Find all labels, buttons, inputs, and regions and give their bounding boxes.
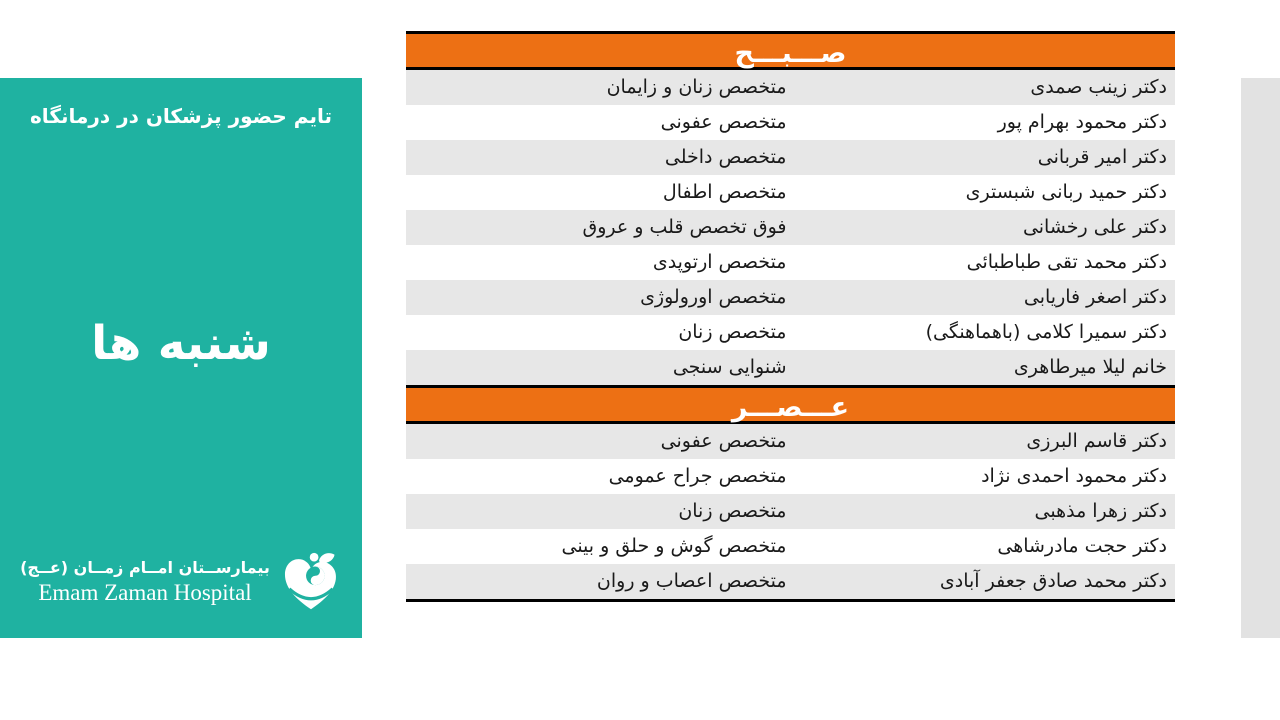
doctor-name-cell: دکتر محمد تقی طباطبائی	[966, 251, 1167, 273]
right-edge-strip	[1241, 78, 1280, 638]
table-row	[406, 105, 1175, 140]
afternoon-rows	[406, 424, 1175, 599]
specialty-cell: متخصص زنان	[678, 500, 787, 522]
doctor-name-cell: دکتر امیر قربانی	[1037, 146, 1167, 168]
day-title: شنبه ها	[91, 316, 271, 371]
heart-swirl-logo-icon	[280, 548, 342, 616]
table-bottom-border	[406, 599, 1175, 602]
table-row	[406, 350, 1175, 385]
specialty-cell: متخصص داخلی	[664, 146, 787, 168]
specialty-cell: متخصص اطفال	[662, 181, 787, 203]
specialty-cell: متخصص جراح عمومی	[608, 465, 787, 487]
specialty-cell: متخصص عفونی	[660, 111, 787, 133]
hospital-name-fa: بیمارســتان امــام زمــان (عــج)	[20, 558, 270, 578]
section-header-afternoon: عـــصـــر	[406, 385, 1175, 424]
specialty-cell: شنوایی سنجی	[672, 356, 787, 378]
sidebar	[0, 78, 362, 638]
doctor-name-cell: دکتر حمید ربانی شبستری	[965, 181, 1167, 203]
table-row	[406, 529, 1175, 564]
table-row	[406, 140, 1175, 175]
specialty-cell: متخصص گوش و حلق و بینی	[561, 535, 787, 557]
doctor-name-cell: دکتر محمود احمدی نژاد	[981, 465, 1167, 487]
specialty-cell: متخصص اعصاب و روان	[596, 570, 787, 592]
doctor-name-cell: دکتر حجت مادرشاهی	[997, 535, 1167, 557]
table-row	[406, 70, 1175, 105]
doctor-name-cell: دکتر زینب صمدی	[1030, 76, 1167, 98]
specialty-cell: متخصص اورولوژی	[640, 286, 787, 308]
table-row	[406, 315, 1175, 350]
table-row	[406, 564, 1175, 599]
hospital-logo-block	[0, 548, 362, 616]
schedule-table	[406, 31, 1175, 602]
hospital-name-en: Emam Zaman Hospital	[38, 580, 252, 605]
doctor-name-cell: دکتر محمد صادق جعفر آبادی	[939, 570, 1167, 592]
hospital-name	[20, 557, 270, 606]
doctor-name-cell: دکتر قاسم البرزی	[1026, 430, 1167, 452]
morning-rows	[406, 70, 1175, 385]
table-row	[406, 175, 1175, 210]
table-row	[406, 245, 1175, 280]
table-row	[406, 459, 1175, 494]
table-row	[406, 280, 1175, 315]
specialty-cell: متخصص زنان و زایمان	[606, 76, 787, 98]
doctor-name-cell: دکتر زهرا مذهبی	[1034, 500, 1167, 522]
specialty-cell: متخصص عفونی	[660, 430, 787, 452]
table-row	[406, 210, 1175, 245]
doctor-name-cell: خانم لیلا میرطاهری	[1013, 356, 1167, 378]
table-row	[406, 424, 1175, 459]
specialty-cell: متخصص زنان	[678, 321, 787, 343]
doctor-name-cell: دکتر محمود بهرام پور	[997, 111, 1167, 133]
specialty-cell: متخصص ارتوپدی	[652, 251, 787, 273]
doctor-name-cell: دکتر سمیرا کلامی (باهماهنگی)	[925, 321, 1167, 343]
table-row	[406, 494, 1175, 529]
clinic-schedule-title: تایم حضور پزشکان در درمانگاه	[30, 104, 332, 128]
doctor-name-cell: دکتر علی رخشانی	[1022, 216, 1167, 238]
doctor-name-cell: دکتر اصغر فاریابی	[1023, 286, 1167, 308]
specialty-cell: فوق تخصص قلب و عروق	[582, 216, 787, 238]
section-header-morning: صـــبـــح	[406, 31, 1175, 70]
